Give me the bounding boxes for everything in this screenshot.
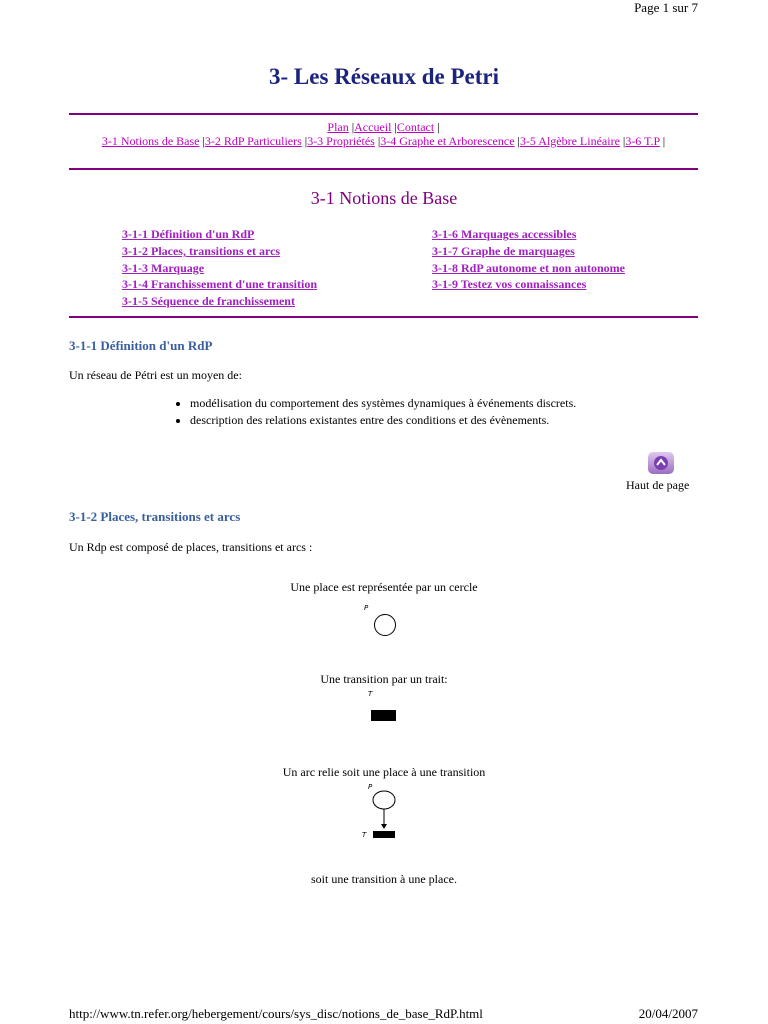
nav-section-3-5[interactable]: 3-5 Algèbre Linéaire [519,134,620,148]
arc-transition-label: T [362,831,367,839]
nav-plan-link[interactable]: Plan [327,120,349,134]
list-item: • description des relations existantes entre des conditions et des évènements. [190,413,618,428]
toc-link[interactable]: 3-1-6 Marquages accessibles [432,227,577,241]
nav-section-3-1[interactable]: 3-1 Notions de Base [101,134,200,148]
arc-diagram [366,788,400,844]
top-nav [69,120,698,135]
nav-separator: | [394,120,397,134]
nav-separator: | [622,134,626,148]
page-title: 3- Les Réseaux de Petri [269,64,499,89]
arc-caption: Un arc relie soit une place à une transition [282,765,486,779]
transition-label: T [368,690,373,698]
nav-separator: | [662,134,666,148]
nav-section-3-6[interactable]: 3-6 T.P [625,134,660,148]
subsection-heading: 3-1-2 Places, transitions et arcs [69,509,241,524]
toc-link[interactable]: 3-1-8 RdP autonome et non autonome [432,260,626,275]
nav-separator: | [377,134,381,148]
paragraph: Un Rdp est composé de places, transitions et arcs : [69,540,313,554]
divider [69,316,698,318]
toc-link[interactable]: 3-1-7 Graphe de marquages [432,243,575,258]
list-item: • modélisation du comportement des systèmes dynamiques à événements discrets. [190,396,618,411]
transition-diagram [370,708,398,724]
toc-left [122,226,317,310]
nav-contact-link[interactable]: Contact [396,120,435,134]
paragraph: Un réseau de Pétri est un moyen de: [69,368,242,382]
arc-place-label: P [368,783,373,791]
nav-separator: | [202,134,205,148]
nav-separator: | [304,134,308,148]
footer-url: http://www.tn.refer.org/hebergement/cours/sys_disc/notions_de_base_RdP.html [69,1006,483,1021]
subsection-heading: 3-1-1 Définition d'un RdP [69,338,213,353]
back-to-top-link[interactable]: Haut de page [626,478,690,492]
page-number: Page 1 sur 7 [634,0,698,15]
divider [69,168,698,170]
place-diagram [370,612,400,640]
place-label: P [364,604,369,612]
bullet-list [172,396,618,430]
toc-link[interactable]: 3-1-1 Définition d'un RdP [122,227,255,241]
toc-link[interactable]: 3-1-3 Marquage [122,260,205,275]
nav-separator: | [351,120,355,134]
toc-link[interactable]: 3-1-5 Séquence de franchissement [122,294,295,309]
nav-section-3-2[interactable]: 3-2 RdP Particuliers [204,134,302,148]
toc-right [432,226,625,293]
toc-link[interactable]: 3-1-4 Franchissement d'une transition [122,277,317,292]
nav-section-3-3[interactable]: 3-3 Propriétés [307,134,375,148]
nav-separator: | [437,120,440,134]
transition-caption: Une transition par un trait: [320,672,448,686]
footer-date: 20/04/2007 [638,1006,698,1021]
toc-link[interactable]: 3-1-2 Places, transitions et arcs [122,243,281,258]
place-caption: Une place est représentée par un cercle [290,580,478,594]
back-to-top-icon[interactable] [648,452,674,474]
divider [69,113,698,115]
section-nav [69,134,698,149]
arc-caption-2: soit une transition à une place. [311,872,457,886]
nav-section-3-4[interactable]: 3-4 Graphe et Arborescence [380,134,515,148]
section-title: 3-1 Notions de Base [310,188,458,208]
nav-separator: | [517,134,520,148]
nav-accueil-link[interactable]: Accueil [354,120,392,134]
toc-link[interactable]: 3-1-9 Testez vos connaissances [432,277,587,292]
